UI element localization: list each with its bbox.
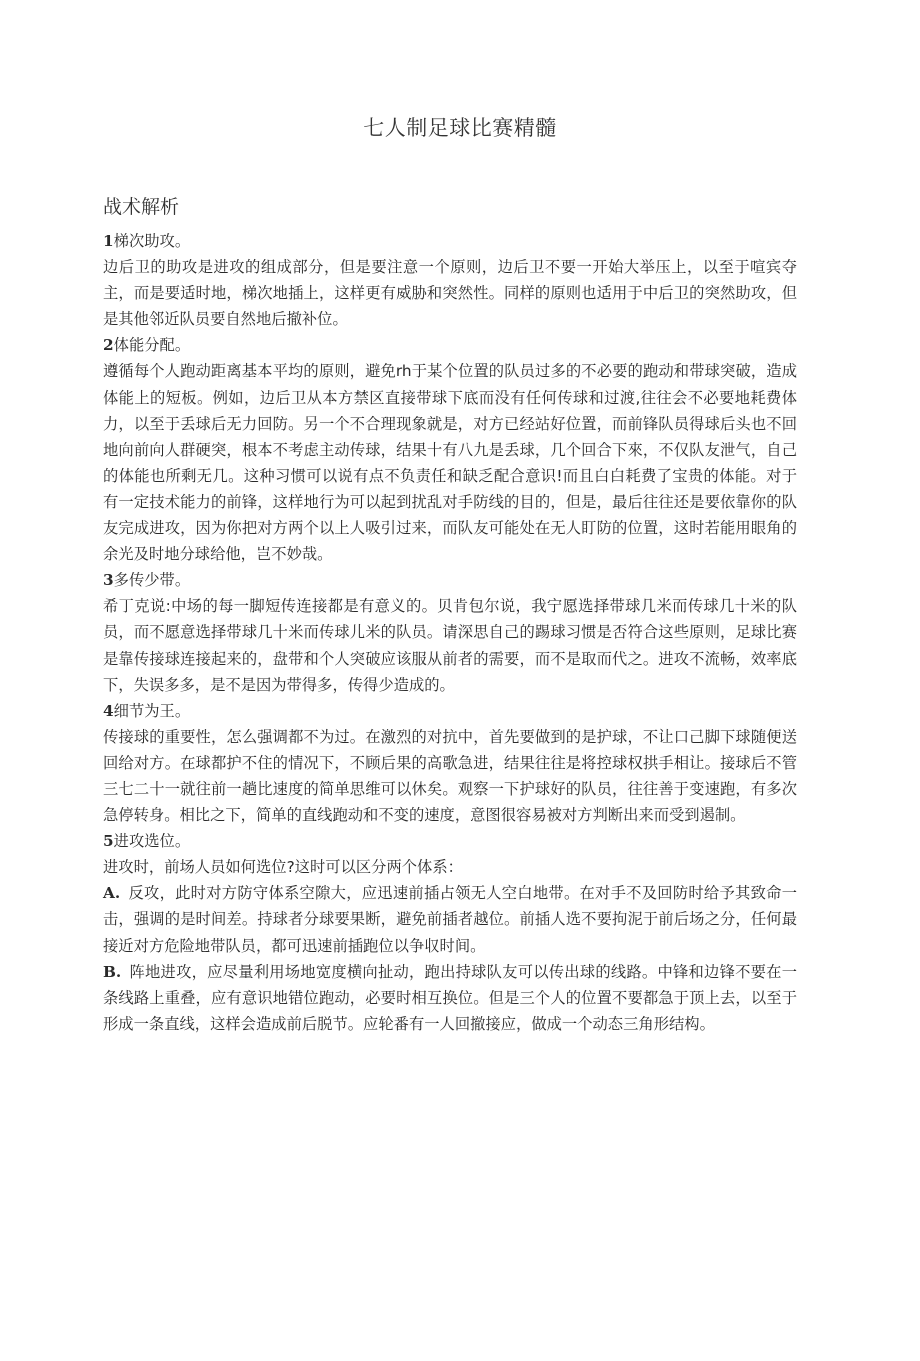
document-title: 七人制足球比赛精髓 xyxy=(363,116,557,140)
item-heading-text: 体能分配。 xyxy=(113,336,191,355)
item-number: 2 xyxy=(103,336,114,355)
sub-item-letter: B. xyxy=(103,962,122,981)
item-number: 4 xyxy=(103,701,114,720)
item-heading xyxy=(103,698,797,724)
item-number: 3 xyxy=(103,571,114,590)
sub-item-text: 反攻，此时对方防守体系空隙大，应迅速前插占领无人空白地带。在对手不及回防时给予其致命一击，强调的是时间差。持球者分球要果断，避免前插者越位。前插人选不要拘泥于前后场之分，任何最接近对方危险地带队员，都可迅速前插跑位以争収时间。 xyxy=(103,884,797,955)
item-heading-text: 多传少带。 xyxy=(113,571,191,590)
sub-item xyxy=(103,880,797,958)
sub-item xyxy=(103,959,797,1037)
item-heading xyxy=(103,228,797,254)
sub-item-letter: A. xyxy=(103,884,121,903)
item-heading xyxy=(103,332,797,358)
item-paragraph: 传接球的重要性，怎么强调都不为过。在激烈的对抗中，首先要做到的是护球，不让口己脚下球随便送回给对方。在球都护不住的情况下，不顾后果的高歌急进，结果往往是将控球权拱手相让。接球后不管三七二十一就往前一趟比速度的简单思维可以休矣。观察一下护球好的队员，往往善于变速跑，有多次急停转身。相比之下，简单的直线跑动和不变的速度，意图很容易被对方判断出来而受到遏制。 xyxy=(103,727,797,825)
item-heading xyxy=(103,828,797,854)
item-paragraph: 遵循每个人跑动距离基本平均的原则，避免rh于某个位置的队员过多的不必要的跑动和带球突破，造成体能上的短板。例如，边后卫从本方禁区直接带球下底而没有任何传球和过渡,往往会不必要地耗费体力，以至于丢球后无力回防。另一个不合理现象就是，对方已经站好位置，而前锋队员得球后头也不回地向前向人群硬突，根本不考虑主动传球，结果十有八九是丢球，几个回合下來，不仅队友泄气，自己的体能也所剩无几。这种习惯可以说有点不负责任和缺乏配合意识!而且白白耗费了宝贵的体能。对于有一定技术能力的前锋，这样地行为可以起到扰乱对手防线的目的，但是，最后往往还是要依靠你的队友完成进攻，因为你把对方两个以上人吸引过来，而队友可能处在无人盯防的位置，这时若能用眼角的余光及时地分球给他，岂不妙哉。 xyxy=(103,362,797,564)
section-title: 战术解析 xyxy=(103,196,180,218)
item-heading xyxy=(103,567,797,593)
item-number: 5 xyxy=(103,832,114,851)
item-number: 1 xyxy=(103,232,114,250)
item-paragraph: 进攻时，前场人员如何选位?这时可以区分两个体系： xyxy=(103,858,463,877)
document-body xyxy=(103,228,797,1037)
item-heading-text: 进攻选位。 xyxy=(113,832,191,851)
sub-item-text: 阵地进攻，应尽量利用场地宽度横向扯动，跑出持球队友可以传出球的线路。中锋和边锋不要在一条线路上重叠，应有意识地错位跑动，必要时相互换位。但是三个人的位置不要都急于顶上去，以至于形成一条直线，这样会造成前后脱节。应轮番有一人回撤接应，做成一个动态三角形结构。 xyxy=(103,962,797,1033)
item-heading-text: 细节为王。 xyxy=(113,701,191,720)
item-paragraph: 边后卫的助攻是进攻的组成部分，但是要注意一个原则，边后卫不要一开始大举压上，以至于喧宾夺主，而是要适时地，梯次地插上，这样更有威胁和突然性。同样的原则也适用于中后卫的突然助攻，但是其他邻近队员要自然地后撤补位。 xyxy=(103,258,797,329)
item-heading-text: 梯次助攻。 xyxy=(113,232,191,250)
item-paragraph: 希丁克说:中场的每一脚短传连接都是有意义的。贝肯包尔说，我宁愿选择带球几米而传球几十米的队员，而不愿意选择带球几十米而传球儿米的队员。请深思自己的踢球习惯是否符合这些原则，足球比赛是靠传接球连接起来的，盘带和个人突破应该服从前者的需要，而不是取而代之。进攻不流畅，效率底下，失误多多，是不是因为带得多，传得少造成的。 xyxy=(103,597,797,694)
